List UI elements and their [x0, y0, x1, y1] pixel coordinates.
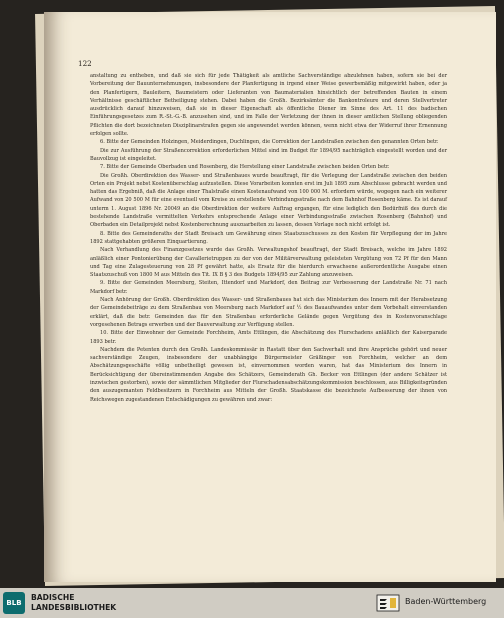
paragraph: Nach Verhandlung des Finanzgesetzes wurde das Großh. Verwaltungshof beauftragt, der Stadt Breisach, welche im Jahre 1892 anläßlich einer Pontonierübung der Cavallerietruppen zu der von der Militärverwaltung geleisteten Vergütung von 72 Pf für den Mann und Tag eine Zulagesteuerung von 28 Pf gewährt hatte, als Ersatz für die hierdurch erwachsene außerordentliche Ausgabe einen Staatszuschuß von 1800 M aus Mitteln des Tit. IX B § 3 des Budgets 1894/95 zur Zahlung anzuweisen.	[90, 247, 447, 279]
library-name-line1: BADISCHE	[31, 593, 75, 602]
three-lions-icon	[376, 594, 400, 612]
paragraph: 7. Bitte der Gemeinde Oberbaden und Rosenberg, die Herstellung einer Landstraße zwischen beiden Orten betr.	[100, 164, 390, 171]
library-name-line2: LANDESBIBLIOTHEK	[31, 603, 117, 612]
state-name[interactable]: Baden-Württemberg	[405, 597, 487, 606]
paragraph: Die Großh. Oberdirektion des Wasser- und Straßenbaues wurde beauftragt, für die Verlegung der Landstraße zwischen den beiden Orten ein Projekt nebst Kostenüberschlag aufzustellen. Diese Vorarbeiten konnten erst im Juli 1895 zum Abschlusse gebracht werden und hatten das Ergebniß, daß die Anlage einer Thalstraße einen Kostenaufwand von 100 000 M. erfordern würde, wogegen nach ein weiterer Aufwand von 20 500 M für eine eventuell vom Kreise zu erstellende Verbindungsstraße nach dem Bahnhof Rosenberg käme. Es ist darauf unterm 1. August 1896 Nr. 20049 an die Oberdirektion der weitere Auftrag ergangen, für eine lediglich den Bedürfniß des durch die bestehende Landstraße vermittelten Verkehrs entsprechende Anlage einer Verbindungsstraße zwischen Rosenberg (Bahnhof) und Oberbaden ein Detailprojekt nebst Kostenberechnung auszuarbeiten zu lassen, dessen Vorlage noch nicht erfolgt ist.	[90, 172, 447, 229]
library-name[interactable]	[31, 593, 116, 613]
paragraph: 8. Bitte des Gemeinderaths der Stadt Breisach um Gewährung eines Staatszuschusses zu den Kosten für Verpflegung der im Jahre 1892 stattgehabten größeren Einquartierung.	[90, 230, 447, 245]
blb-logo[interactable]: BLB	[3, 592, 25, 614]
viewer-footer	[0, 588, 504, 618]
paragraph: Nachdem die Petenten durch den Großh. Landeskommissär in Rastatt über den Sachverhalt und ihre Ansprüche gehört und neuer sachverständige Zeugen, insbesondere der unabhängige Bürgermeister Gräßinger von Forchheim, welcher an dem Abschätzungsgeschäfte völlig unbetheiligt gewesen ist, einvernommen worden waren, hat das Ministerium des Innern in Berücksichtigung der übereinstimmenden Angabe des Schätzers, Gemeinderath Gh. Becker von Ettlingen (der andere Schätzer ist inzwischen gestorben), sowie der sämmtlichen Mitglieder der Flurschadensabschätzungskommission beschlossen, aus Billigkeitsgründen den auszugemanten Feldbesitzern in Forchheim aus Mitteln der Großh. Staatskasse die bezeichnete Aufbesserung der ihnen von Reichswegen zugestandenen Entschädigungen zu gewähren und zwar:	[90, 346, 447, 403]
paragraph: 10. Bitte der Einwohner der Gemeinde Forchheim, Amts Ettlingen, die Abschätzung des Flurschadens anläßlich der Kaiserparade 1893 betr.	[90, 330, 447, 345]
paragraph: 6. Bitte der Gemeinden Holzingen, Meiderdingen, Duchlingen, die Correktion der Landstraßen zwischen den genannten Orten betr.	[100, 139, 439, 146]
paragraph: Nach Anhörung der Großh. Oberdirektion des Wasser- und Straßenbaues hat sich das Ministerium des Innern mit der Herabsetzung der Gemeindebeiträge zu dem Straßenbau von Meersburg nach Markdorf auf ½ des Bauaufwandes unter dem Vorbehalt einverstanden erklärt, daß die betr. Gemeinden das für den Straßenbau erforderliche Gelände gegen Vergütung des in Kostenvoranschlage vorgesehenen Betrags erwerben und der Bauverwaltung zur Verfügung stellen.	[90, 297, 447, 328]
paragraph: 9. Bitte der Gemeinden Meersburg, Steiten, Ittendorf und Markdorf, den Beitrag zur Verbesserung der Landstraße Nr. 71 nach Markdorf betr.	[90, 280, 447, 295]
page-number: 122	[78, 59, 92, 68]
page-text	[90, 72, 447, 404]
paragraph: Die zur Ausführung der Straßencorrektion erforderlichen Mittel sind im Budget für 1894/95 nachträglich eingestellt worden und der Bauvollzug ist eingeleitet.	[90, 147, 447, 162]
paragraph: anstaltung zu entheben, und daß sie sich für jede Thätigkeit als amtliche Sachverständige abzulehnen haben, sofern sie bei der Vorbereitung der Bauunternehmungen, insbesondere der Planfertigung in irgend einer Weise gewerbsmäßig mitgewirkt haben, oder ja den Planfertigern, Bauleitern, Baumeistern oder Lieferanten von Baumaterialien hinsichtlich der betreffenden Bauten in einem Verhältnisse geschäftlicher Betheiligung stehen. Dabei haben die Großh. Bezirksämter die Bankontroleure und deren Stellvertreter ausdrücklich darauf hinzuweisen, daß sie in dieser Eigenschaft als öffentliche Diener im Sinne des Art. 11 des badischen Einführungsgesetzes zum R.-St.-G.-B. anzusehen sind, und im Falle der Verletzung der ihnen in dieser amtlichen Stellung obliegenden Pflichten die dort bezeichneten Disziplinarstrafen gegen sie angewendet werden können, wenn nicht etwa der Widerruf ihrer Ernennung erfolgen sollte.	[90, 73, 447, 138]
